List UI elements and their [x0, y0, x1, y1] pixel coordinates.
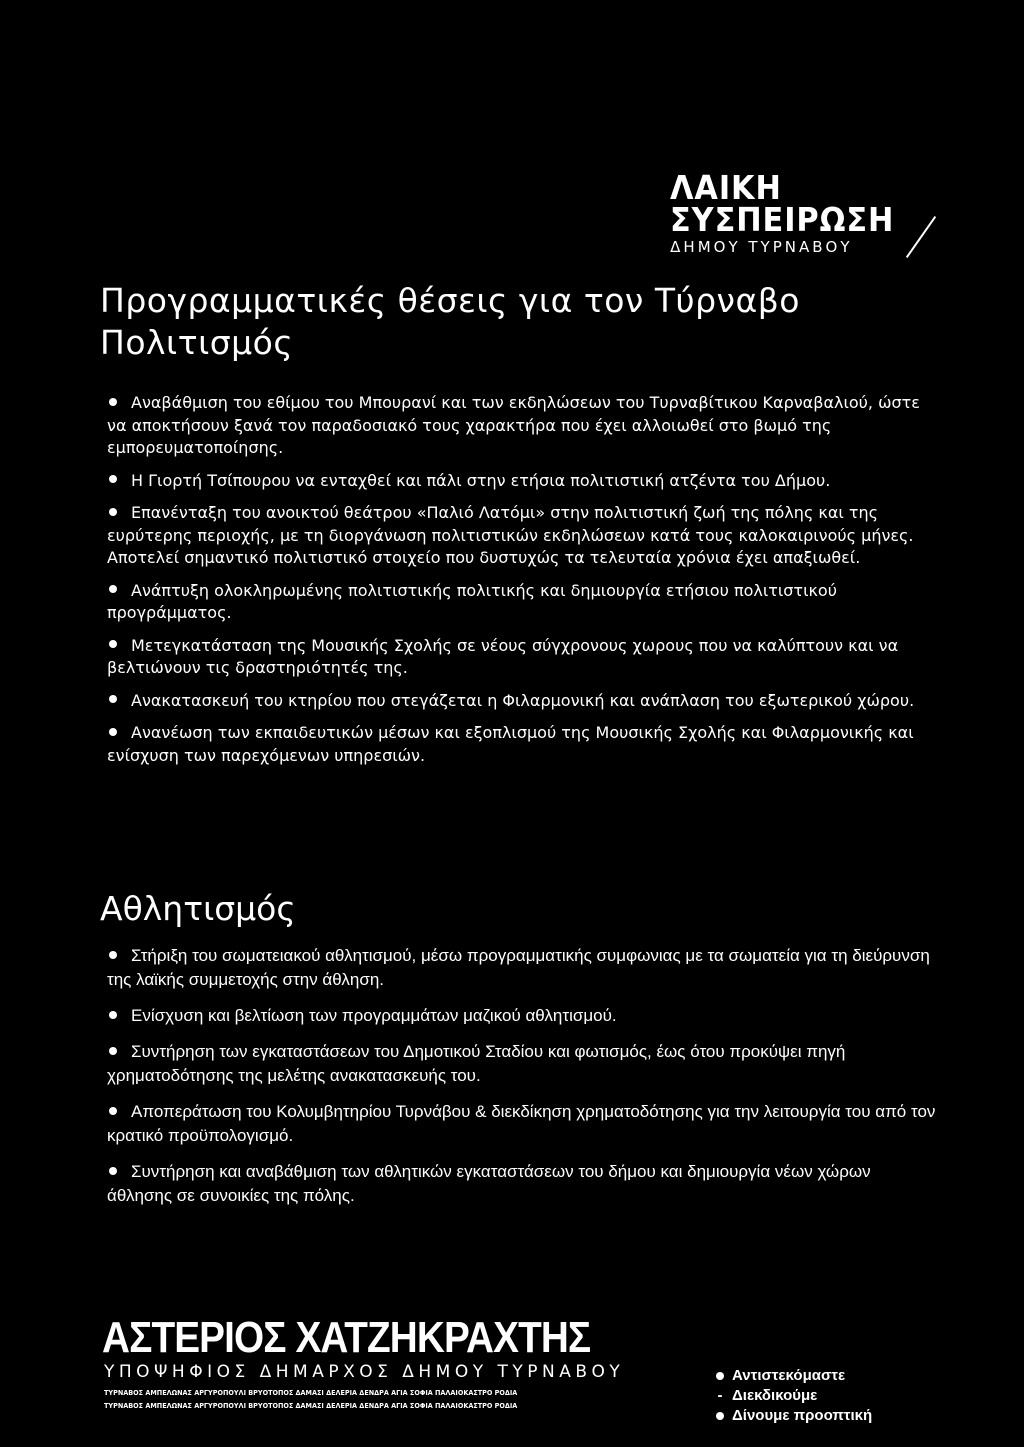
bullet-icon	[109, 728, 117, 736]
culture-item-text: Επανένταξη του ανοικτού θεάτρου «Παλιό Λατόμι» στην πολιτιστική ζωή της πόλης και της ευρύτερης περιοχής, με τη διοργάνωση πολιτιστικών εκδηλώσεων κατά τους καλοκαιρινούς μήνες. Αποτελεί σημαντικό πολιτιστικό στοιχείο που δυστυχώς τα τελευταία χρόνια έχει απαξιωθεί.	[107, 503, 914, 567]
logo-line-2: ΣΥΣΠΕΙΡΩΣΗ	[670, 200, 895, 239]
sports-item-text: Στήριξη του σωματειακού αθλητισμού, μέσω προγραμματικής συμφωνιας με τα σωματεία για τη διεύρυνση της λαϊκής συμμετοχής στην άθληση.	[107, 946, 930, 989]
bullet-icon	[109, 398, 117, 406]
candidate-name: ΑΣΤΕΡΙΟΣ ΧΑΤΖΗΚΡΑΧΤΗΣ	[102, 1313, 591, 1362]
villages-line-2: ΤΥΡΝΑΒΟΣ ΑΜΠΕΛΩΝΑΣ ΑΡΓΥΡΟΠΟΥΛΙ ΒΡΥΟΤΟΠΟΣ ΔΑΜΑΣΙ ΔΕΛΕΡΙΑ ΔΕΝΔΡΑ ΑΓΙΑ ΣΟΦΙΑ ΠΑΛΑΙΟΚΑΣΤΡΟ ΡΟΔΙΑ	[104, 1401, 518, 1410]
slogan-text: Διεκδικούμε	[732, 1387, 818, 1404]
slogan-text: Δίνουμε προοπτική	[732, 1407, 873, 1424]
culture-section-title: Πολιτισμός	[100, 323, 294, 362]
culture-item-text: Αναβάθμιση του εθίμου του Μπουρανί και των εκδηλώσεων του Τυρναβίτικου Καρναβαλιού, ώστε να αποκτήσουν ξανά τον παραδοσιακό τους χαρακτήρα που έχει αλλοιωθεί στο βωμό της εμπορευματοποίησης.	[107, 393, 920, 457]
logo	[670, 168, 914, 256]
bullet-icon	[109, 695, 117, 703]
bullet-icon	[109, 951, 117, 959]
culture-item-text: Ανακατασκευή του κτηρίου που στεγάζεται η Φιλαρμονική και ανάπλαση του εξωτερικού χώρου.	[131, 690, 915, 710]
sports-item-text: Αποπεράτωση του Κολυμβητηρίου Τυρνάβου & διεκδίκηση χρηματοδότησης για την λειτουργία του από τον κρατικό προϋπολογισμό.	[107, 1102, 936, 1145]
bullet-icon	[714, 1406, 726, 1426]
sports-list-item	[107, 1100, 937, 1148]
culture-list-item	[107, 690, 937, 713]
culture-list-item	[107, 392, 937, 460]
culture-item-text: Μετεγκατάσταση της Μουσικής Σχολής σε νέους σύγχρονους χωρους που να καλύπτουν και να βελτιώνουν τις δραστηριότητές της.	[107, 635, 899, 677]
slogan-item	[714, 1366, 872, 1386]
logo-subtitle: ΔΗΜΟΥ ΤΥΡΝΑΒΟΥ	[670, 238, 853, 256]
bullet-icon	[109, 1047, 117, 1055]
bullet-icon	[714, 1366, 726, 1386]
slogan-item	[714, 1386, 872, 1406]
dash-icon: -	[717, 1387, 723, 1404]
logo-slash-mark	[906, 216, 936, 258]
sports-list-item	[107, 1040, 937, 1088]
sports-list-item	[107, 1004, 937, 1028]
culture-list-item	[107, 635, 937, 680]
slogan-text: Αντιστεκόμαστε	[732, 1367, 846, 1384]
page-heading	[100, 280, 800, 364]
page-title: Προγραμματικές θέσεις για τον Τύρναβο	[100, 281, 800, 320]
culture-item-text: Η Γιορτή Τσίπουρου να ενταχθεί και πάλι στην ετήσια πολιτιστική ατζέντα του Δήμου.	[131, 470, 831, 490]
sports-item-text: Συντήρηση των εγκαταστάσεων του Δημοτικού Σταδίου και φωτισμός, έως ότου προκύψει πηγή χρηματοδότησης της μελέτης ανακατασκευής του.	[107, 1042, 846, 1085]
sports-list-item	[107, 1160, 937, 1208]
bullet-icon	[109, 585, 117, 593]
slogan-item	[714, 1406, 872, 1426]
bullet-icon	[109, 1011, 117, 1019]
sports-list-item	[107, 944, 937, 992]
logo-line-1: ΛΑΙΚΗ	[670, 168, 783, 207]
bullet-icon	[109, 640, 117, 648]
culture-item-text: Ανανέωση των εκπαιδευτικών μέσων και εξοπλισμού της Μουσικής Σχολής και Φιλαρμονικής και ενίσχυση των παρεχόμενων υπηρεσιών.	[107, 723, 914, 765]
culture-list-item	[107, 502, 937, 570]
candidate-role: ΥΠΟΨΗΦΙΟΣ ΔΗΜΑΡΧΟΣ ΔΗΜΟΥ ΤΥΡΝΑΒΟΥ	[104, 1362, 625, 1382]
bullet-icon	[109, 475, 117, 483]
sports-list	[107, 944, 937, 1220]
culture-list	[107, 392, 937, 777]
sports-item-text: Ενίσχυση και βελτίωση των προγραμμάτων μαζικού αθλητισμού.	[131, 1006, 617, 1025]
bullet-icon	[109, 1107, 117, 1115]
culture-list-item	[107, 580, 937, 625]
bullet-icon	[109, 1167, 117, 1175]
slogans-list	[714, 1366, 872, 1426]
villages-line-1: ΤΥΡΝΑΒΟΣ ΑΜΠΕΛΩΝΑΣ ΑΡΓΥΡΟΠΟΥΛΙ ΒΡΥΟΤΟΠΟΣ ΔΑΜΑΣΙ ΔΕΛΕΡΙΑ ΔΕΝΔΡΑ ΑΓΙΑ ΣΟΦΙΑ ΠΑΛΑΙΟΚΑΣΤΡΟ ΡΟΔΙΑ	[104, 1388, 518, 1397]
sports-item-text: Συντήρηση και αναβάθμιση των αθλητικών εγκαταστάσεων του δήμου και δημιουργία νέων χώρων άθλησης σε συνοικίες της πόλης.	[107, 1162, 871, 1205]
culture-item-text: Ανάπτυξη ολοκληρωμένης πολιτιστικής πολιτικής και δημιουργία ετήσιου πολιτιστικού προγράμματος.	[107, 580, 837, 622]
culture-list-item	[107, 722, 937, 767]
sports-section-title: Αθλητισμός	[100, 889, 296, 928]
bullet-icon	[109, 508, 117, 516]
culture-list-item	[107, 470, 937, 493]
